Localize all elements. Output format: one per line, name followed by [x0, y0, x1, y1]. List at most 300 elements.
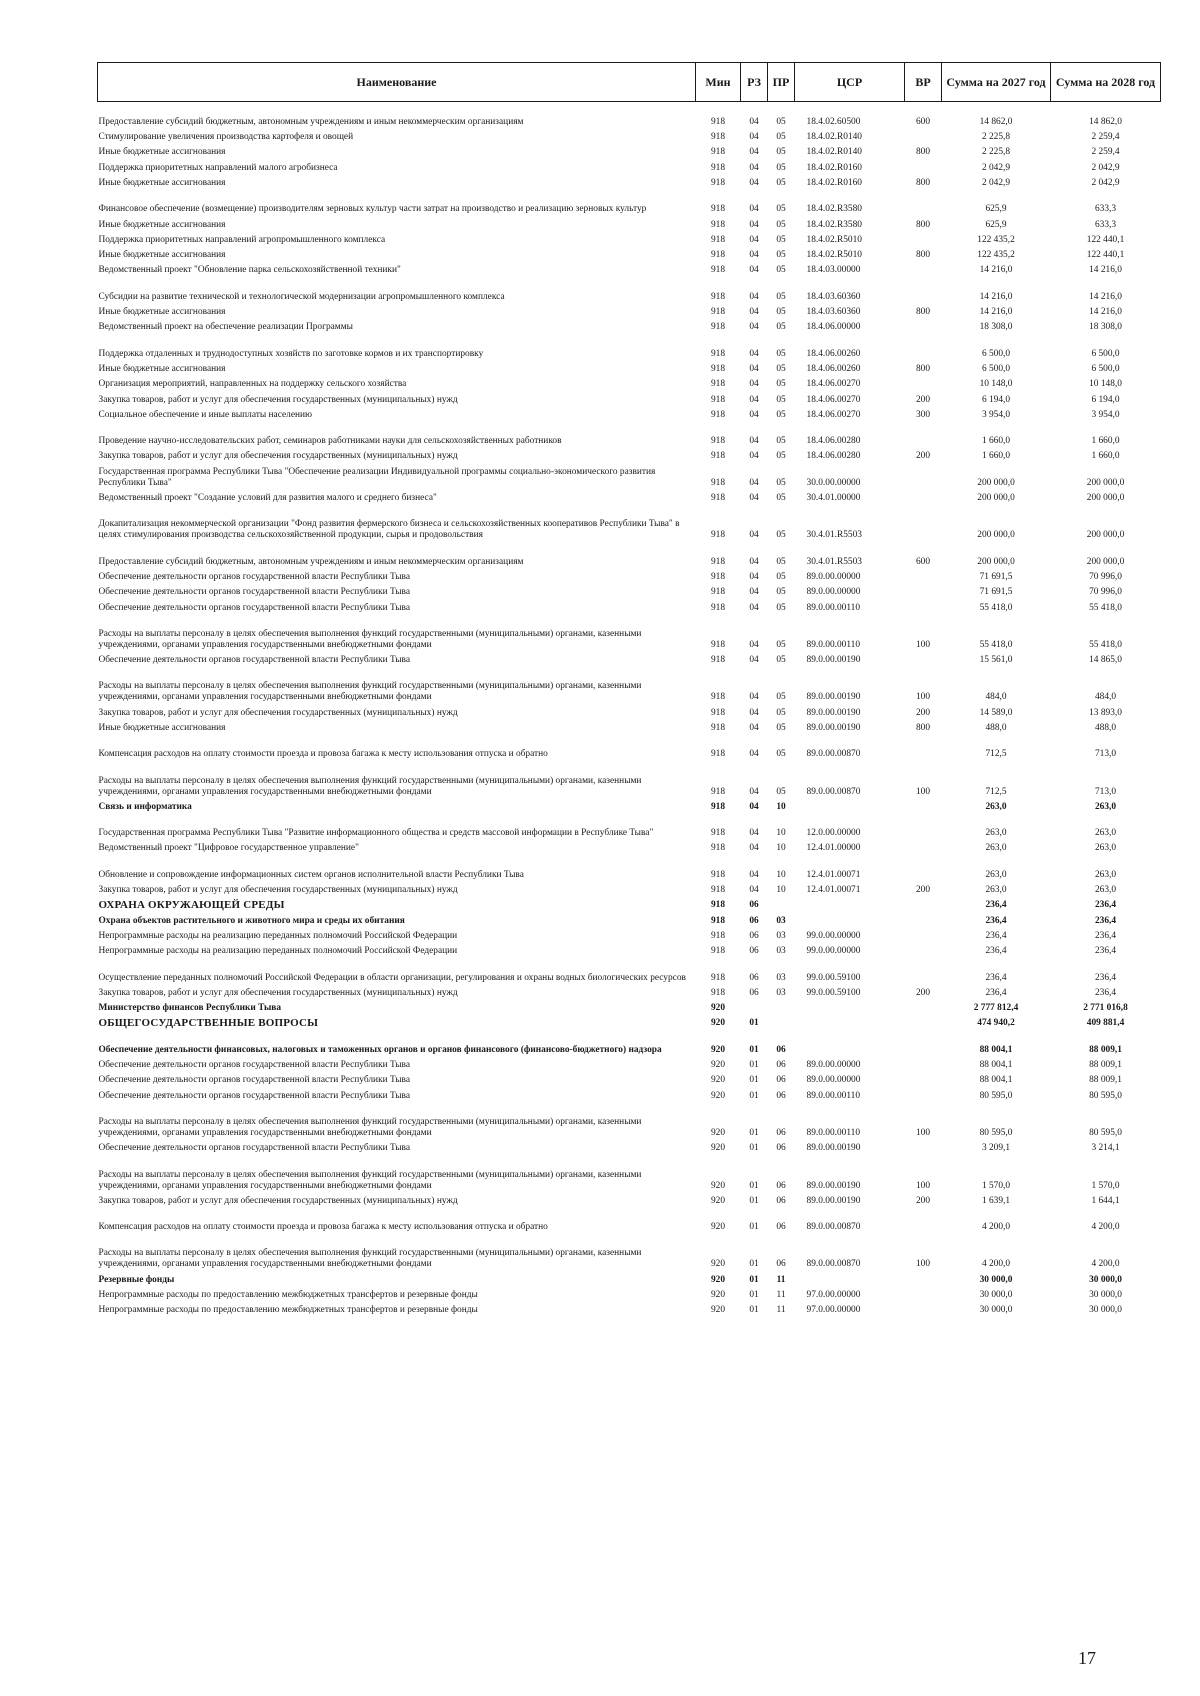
- row-csr: 30.4.01.R5503: [806, 556, 862, 567]
- row-vr: [905, 1071, 942, 1086]
- row-sum-2028: 18 308,0: [1089, 322, 1122, 333]
- row-min: 920: [710, 1044, 726, 1055]
- row-min: 918: [710, 571, 726, 582]
- row-sum-2028: 200 000,0: [1086, 556, 1125, 567]
- table-row: [98, 246, 1161, 261]
- row-sum-2028: 633,3: [1094, 219, 1117, 230]
- row-name: Предоставление субсидий бюджетным, автономным учреждениям и иным некоммерческим организациям: [98, 556, 524, 567]
- row-sum-2027: 1 570,0: [981, 1180, 1011, 1191]
- row-sum-2027: 30 000,0: [979, 1290, 1013, 1301]
- row-pr: 03: [776, 930, 786, 941]
- header-pr: ПР: [768, 63, 795, 102]
- row-name: Закупка товаров, работ и услуг для обеспечения государственных (муниципальных) нужд: [98, 451, 458, 462]
- row-vr: 200: [915, 394, 931, 405]
- row-rz: 06: [749, 900, 759, 911]
- row-sum-2028: 30 000,0: [1089, 1305, 1122, 1316]
- table-row: [98, 1056, 1161, 1071]
- row-vr: 100: [915, 1259, 931, 1270]
- row-name: Охрана объектов растительного и животного мира и среды их обитания: [98, 915, 405, 926]
- row-sum-2027: 3 954,0: [981, 409, 1011, 420]
- row-pr: 05: [776, 291, 786, 302]
- row-min: 920: [710, 1222, 726, 1233]
- table-row: [98, 1102, 1161, 1139]
- row-pr: 06: [776, 1259, 786, 1270]
- row-sum-2028: 236,4: [1094, 915, 1117, 926]
- row-vr: [905, 276, 942, 302]
- row-rz: 06: [749, 930, 759, 941]
- header-vr: ВР: [905, 63, 942, 102]
- row-name: Ведомственный проект на обеспечение реализации Программы: [98, 322, 353, 333]
- row-csr: 18.4.02.R0160: [806, 162, 862, 173]
- row-sum-2027: 122 435,2: [977, 234, 1015, 245]
- row-name: Ведомственный проект "Обновление парка сельскохозяйственной техники": [98, 265, 401, 276]
- row-csr: 89.0.00.00000: [806, 1075, 861, 1086]
- row-rz: 01: [749, 1090, 759, 1101]
- row-csr: 89.0.00.00190: [806, 692, 861, 703]
- row-vr: [905, 489, 942, 504]
- row-name: Обеспечение деятельности финансовых, налоговых и таможенных органов и органов финансового (финансово-бюджетного) надзора: [98, 1044, 662, 1055]
- row-min: 918: [710, 723, 726, 733]
- row-csr: 18.4.02.R3580: [806, 219, 862, 230]
- row-min: 920: [710, 1290, 726, 1301]
- table-row: [98, 489, 1161, 504]
- row-name: Иные бюджетные ассигнования: [98, 307, 226, 318]
- row-rz: 04: [749, 885, 759, 896]
- row-name: Обеспечение деятельности органов государственной власти Республики Тыва: [98, 1090, 411, 1101]
- row-min: 920: [710, 1180, 726, 1191]
- row-pr: 05: [776, 655, 786, 666]
- row-pr: 05: [776, 692, 786, 703]
- row-name: Закупка товаров, работ и услуг для обеспечения государственных (муниципальных) нужд: [98, 394, 458, 405]
- row-vr: 100: [915, 1180, 931, 1191]
- row-csr: 18.4.02.R0160: [806, 177, 862, 188]
- row-rz: 04: [749, 265, 759, 276]
- row-rz: 04: [749, 869, 759, 880]
- row-vr: [905, 231, 942, 246]
- row-sum-2027: 15 561,0: [979, 655, 1013, 666]
- row-csr: 18.4.02.R0140: [806, 132, 862, 143]
- row-vr: 300: [915, 409, 931, 420]
- row-rz: 04: [749, 477, 759, 488]
- row-csr: 18.4.02.R3580: [806, 204, 862, 215]
- table-row: [98, 1139, 1161, 1154]
- row-rz: 04: [749, 348, 759, 359]
- row-sum-2027: 200 000,0: [977, 530, 1015, 541]
- row-name: Поддержка приоритетных направлений агропромышленного комплекса: [98, 234, 386, 245]
- row-pr: 10: [776, 843, 786, 854]
- table-row: [98, 174, 1161, 189]
- row-sum-2028: 122 440,1: [1086, 250, 1125, 261]
- row-pr: 05: [776, 307, 786, 318]
- row-csr: 18.4.06.00280: [806, 451, 861, 462]
- row-vr: 600: [915, 556, 931, 567]
- row-pr: 11: [776, 1290, 786, 1301]
- table-row: [98, 734, 1161, 760]
- header-csr: ЦСР: [795, 63, 905, 102]
- row-sum-2027: 236,4: [985, 900, 1007, 911]
- row-sum-2027: 122 435,2: [977, 250, 1015, 261]
- table-row: [98, 1014, 1161, 1029]
- row-rz: 01: [749, 1274, 759, 1285]
- row-name: Иные бюджетные ассигнования: [98, 723, 226, 733]
- row-csr: 99.0.00.00000: [806, 946, 861, 957]
- row-min: 920: [710, 1090, 726, 1101]
- row-csr: 89.0.00.00190: [806, 707, 861, 718]
- row-pr: 03: [776, 987, 786, 998]
- row-vr: [905, 651, 942, 666]
- row-csr: 89.0.00.00190: [806, 1180, 861, 1191]
- row-pr: 05: [776, 322, 786, 333]
- row-min: 918: [710, 177, 726, 188]
- row-name: Обеспечение деятельности органов государственной власти Республики Тыва: [98, 1143, 411, 1154]
- row-rz: 04: [749, 116, 759, 127]
- row-rz: 04: [749, 571, 759, 582]
- row-pr: 03: [776, 946, 786, 957]
- table-row: [98, 1029, 1161, 1055]
- row-sum-2028: 3 214,1: [1091, 1143, 1120, 1154]
- row-vr: [905, 1056, 942, 1071]
- row-sum-2028: 2 042,9: [1091, 177, 1120, 188]
- row-sum-2027: 10 148,0: [979, 379, 1013, 390]
- row-rz: 04: [749, 655, 759, 666]
- row-min: 920: [710, 1003, 726, 1014]
- row-rz: [741, 999, 768, 1014]
- row-vr: [905, 1139, 942, 1154]
- row-min: 918: [710, 655, 726, 666]
- row-sum-2028: 3 954,0: [1091, 409, 1120, 420]
- row-csr: 89.0.00.00870: [806, 1222, 861, 1233]
- row-vr: 800: [915, 723, 931, 733]
- row-csr: 18.4.06.00280: [806, 436, 861, 447]
- row-pr: 11: [776, 1305, 786, 1316]
- row-pr: 05: [776, 707, 786, 718]
- table-row: [98, 999, 1161, 1014]
- row-sum-2028: 263,0: [1094, 885, 1117, 896]
- row-min: 918: [710, 692, 726, 703]
- row-sum-2028: 30 000,0: [1089, 1290, 1122, 1301]
- row-pr: 05: [776, 116, 786, 127]
- row-pr: 06: [776, 1075, 786, 1086]
- row-rz: 04: [749, 162, 759, 173]
- table-row: [98, 598, 1161, 613]
- row-pr: 05: [776, 602, 786, 613]
- header-sum-2027: Сумма на 2027 год: [942, 63, 1051, 102]
- table-row: [98, 318, 1161, 333]
- row-csr: [795, 1014, 905, 1029]
- row-name: Резервные фонды: [98, 1274, 175, 1285]
- row-vr: [905, 1029, 942, 1055]
- row-name: Докапитализация некоммерческой организации "Фонд развития фермерского бизнеса и сельскохозяйственных кооперативов Республики Тыва" в целях стимулирования производства сельскохозяйственной продукции, сырья и продовольствия: [98, 519, 680, 541]
- row-sum-2027: 1 660,0: [981, 436, 1011, 447]
- row-csr: [795, 1029, 905, 1055]
- row-rz: 04: [749, 307, 759, 318]
- row-rz: 01: [749, 1044, 759, 1055]
- row-sum-2027: 625,9: [985, 219, 1007, 230]
- row-rz: 04: [749, 493, 759, 504]
- row-min: 918: [710, 147, 726, 158]
- row-pr: 10: [776, 801, 786, 812]
- row-pr: 06: [776, 1090, 786, 1101]
- row-name: Обеспечение деятельности органов государственной власти Республики Тыва: [98, 1060, 411, 1071]
- row-sum-2028: 263,0: [1094, 869, 1117, 880]
- row-min: 918: [710, 436, 726, 447]
- row-rz: 01: [749, 1195, 759, 1206]
- row-sum-2027: 236,4: [985, 915, 1007, 926]
- row-pr: 05: [776, 530, 786, 541]
- row-sum-2028: 10 148,0: [1089, 379, 1122, 390]
- row-min: 918: [710, 322, 726, 333]
- row-rz: 04: [749, 639, 759, 650]
- row-sum-2028: 6 194,0: [1091, 394, 1120, 405]
- row-rz: 04: [749, 723, 759, 733]
- row-sum-2028: 88 009,1: [1089, 1044, 1122, 1055]
- row-min: 918: [710, 930, 726, 941]
- row-rz: 04: [749, 556, 759, 567]
- table-row: [98, 1154, 1161, 1191]
- row-min: 918: [710, 915, 726, 926]
- row-csr: 18.4.03.60360: [806, 307, 861, 318]
- row-vr: [905, 896, 942, 911]
- row-name: Обновление и сопровождение информационных систем органов исполнительной власти Республики Тыва: [98, 869, 524, 880]
- row-csr: 12.0.00.00000: [806, 828, 861, 839]
- row-sum-2027: 236,4: [985, 946, 1007, 957]
- row-sum-2027: 6 194,0: [981, 394, 1011, 405]
- row-min: 918: [710, 749, 726, 760]
- row-pr: 05: [776, 493, 786, 504]
- table-row: [98, 719, 1161, 734]
- row-sum-2027: 263,0: [985, 801, 1007, 812]
- row-min: 920: [710, 1075, 726, 1086]
- row-sum-2028: 263,0: [1094, 828, 1117, 839]
- row-sum-2027: 484,0: [985, 692, 1007, 703]
- row-vr: 100: [915, 692, 931, 703]
- table-row: [98, 568, 1161, 583]
- row-sum-2027: 625,9: [985, 204, 1007, 215]
- table-row: [98, 614, 1161, 651]
- row-rz: 01: [749, 1305, 759, 1316]
- row-vr: 100: [915, 786, 931, 797]
- row-sum-2028: 713,0: [1094, 749, 1117, 760]
- row-min: 920: [710, 1143, 726, 1154]
- row-pr: 06: [776, 1127, 786, 1138]
- header-name: Наименование: [98, 63, 696, 102]
- row-sum-2027: 200 000,0: [977, 556, 1015, 567]
- row-sum-2028: 2 042,9: [1091, 162, 1120, 173]
- row-min: 918: [710, 828, 726, 839]
- row-vr: 200: [915, 1195, 931, 1206]
- table-row: [98, 984, 1161, 999]
- row-csr: 12.4.01.00000: [806, 843, 861, 854]
- row-vr: [905, 318, 942, 333]
- row-sum-2028: 70 996,0: [1089, 587, 1122, 598]
- table-row: [98, 583, 1161, 598]
- row-csr: 97.0.00.00000: [806, 1305, 861, 1316]
- row-min: 918: [710, 530, 726, 541]
- row-sum-2027: 88 004,1: [979, 1075, 1013, 1086]
- row-sum-2027: 236,4: [985, 930, 1007, 941]
- row-name: Финансовое обеспечение (возмещение) производителям зерновых культур части затрат на производство и реализацию зерновых культур: [98, 204, 647, 215]
- row-rz: 04: [749, 379, 759, 390]
- row-min: 918: [710, 307, 726, 318]
- row-min: 918: [710, 132, 726, 143]
- table-row: [98, 1286, 1161, 1301]
- row-rz: 04: [749, 801, 759, 812]
- row-pr: 05: [776, 379, 786, 390]
- row-sum-2027: 14 589,0: [979, 707, 1013, 718]
- table-row: [98, 760, 1161, 797]
- row-csr: 18.4.02.R0140: [806, 147, 862, 158]
- row-pr: 05: [776, 436, 786, 447]
- row-sum-2027: 14 216,0: [979, 307, 1013, 318]
- table-row: [98, 1086, 1161, 1101]
- row-min: 918: [710, 116, 726, 127]
- row-name: Расходы на выплаты персоналу в целях обеспечения выполнения функций государственными (муниципальными) органами, казенными учреждениями, органами управления государственными внебюджетными фондами: [98, 628, 642, 650]
- row-sum-2027: 2 225,8: [981, 132, 1011, 143]
- row-sum-2028: 14 216,0: [1089, 307, 1122, 318]
- row-sum-2027: 14 216,0: [979, 265, 1013, 276]
- row-sum-2028: 14 865,0: [1089, 655, 1122, 666]
- row-sum-2027: 71 691,5: [979, 571, 1013, 582]
- row-sum-2027: 200 000,0: [977, 493, 1015, 504]
- budget-document-page: [97, 62, 1160, 1316]
- row-csr: 89.0.00.00190: [806, 655, 861, 666]
- row-vr: [905, 1207, 942, 1233]
- row-min: 918: [710, 219, 726, 230]
- row-sum-2027: 4 200,0: [981, 1259, 1011, 1270]
- row-sum-2028: 409 881,4: [1086, 1018, 1125, 1029]
- row-sum-2027: 263,0: [985, 843, 1007, 854]
- row-pr: 06: [776, 1222, 786, 1233]
- row-sum-2028: 70 996,0: [1089, 571, 1122, 582]
- row-sum-2028: 6 500,0: [1091, 363, 1120, 374]
- row-vr: [905, 854, 942, 880]
- table-row: [98, 102, 1161, 128]
- row-name: Государственная программа Республики Тыва "Развитие информационного общества и средств массовой информации в Республике Тыва": [98, 828, 654, 839]
- row-min: 918: [710, 250, 726, 261]
- row-csr: 89.0.00.00870: [806, 1259, 861, 1270]
- row-sum-2027: 14 216,0: [979, 291, 1013, 302]
- row-name: Обеспечение деятельности органов государственной власти Республики Тыва: [98, 1075, 411, 1086]
- row-name: Министерство финансов Республики Тыва: [98, 1003, 282, 1014]
- row-rz: 04: [749, 147, 759, 158]
- row-sum-2027: 88 004,1: [979, 1044, 1013, 1055]
- row-vr: [905, 1286, 942, 1301]
- row-sum-2028: 488,0: [1094, 723, 1117, 733]
- row-name: ОХРАНА ОКРУЖАЮЩЕЙ СРЕДЫ: [98, 899, 285, 912]
- table-row: [98, 813, 1161, 839]
- row-name: Закупка товаров, работ и услуг для обеспечения государственных (муниципальных) нужд: [98, 1195, 458, 1206]
- table-row: [98, 798, 1161, 813]
- row-sum-2027: 2 042,9: [981, 162, 1011, 173]
- row-csr: 18.4.03.00000: [806, 265, 861, 276]
- row-name: Обеспечение деятельности органов государственной власти Республики Тыва: [98, 655, 411, 666]
- row-vr: 200: [915, 987, 931, 998]
- table-row: [98, 303, 1161, 318]
- row-rz: 04: [749, 363, 759, 374]
- row-name: Стимулирование увеличения производства картофеля и овощей: [98, 132, 354, 143]
- row-sum-2027: 14 862,0: [979, 116, 1013, 127]
- row-sum-2027: 80 595,0: [979, 1127, 1013, 1138]
- row-name: Обеспечение деятельности органов государственной власти Республики Тыва: [98, 587, 411, 598]
- row-name: Расходы на выплаты персоналу в целях обеспечения выполнения функций государственными (муниципальными) органами, казенными учреждениями, органами управления государственными внебюджетными фондами: [98, 1116, 642, 1138]
- row-sum-2028: 200 000,0: [1086, 530, 1125, 541]
- row-pr: 05: [776, 749, 786, 760]
- row-csr: 99.0.00.59100: [806, 987, 861, 998]
- row-rz: 04: [749, 707, 759, 718]
- row-csr: 89.0.00.00110: [806, 1090, 861, 1101]
- row-vr: 800: [915, 363, 931, 374]
- page-number: 17: [1078, 1648, 1096, 1668]
- table-row: [98, 421, 1161, 447]
- row-rz: 04: [749, 250, 759, 261]
- row-rz: 04: [749, 602, 759, 613]
- row-sum-2027: 3 209,1: [981, 1143, 1011, 1154]
- row-rz: 01: [749, 1259, 759, 1270]
- row-name: Закупка товаров, работ и услуг для обеспечения государственных (муниципальных) нужд: [98, 885, 458, 896]
- row-min: 918: [710, 707, 726, 718]
- row-pr: [768, 1014, 795, 1029]
- row-rz: 01: [749, 1075, 759, 1086]
- table-row: [98, 703, 1161, 718]
- row-rz: 04: [749, 409, 759, 420]
- row-sum-2027: 30 000,0: [979, 1274, 1013, 1285]
- row-name: Иные бюджетные ассигнования: [98, 177, 226, 188]
- row-vr: 800: [915, 307, 931, 318]
- row-rz: 04: [749, 530, 759, 541]
- table-row: [98, 447, 1161, 462]
- row-rz: 04: [749, 394, 759, 405]
- row-pr: 05: [776, 639, 786, 650]
- row-vr: [905, 375, 942, 390]
- header-min: Мин: [696, 63, 741, 102]
- row-sum-2028: 2 771 016,8: [1083, 1003, 1128, 1014]
- row-min: 918: [710, 394, 726, 405]
- row-csr: 89.0.00.00870: [806, 786, 861, 797]
- row-min: 918: [710, 204, 726, 215]
- row-pr: 05: [776, 409, 786, 420]
- row-csr: 12.4.01.00071: [806, 885, 861, 896]
- row-vr: [905, 1086, 942, 1101]
- row-min: 918: [710, 493, 726, 504]
- row-vr: 100: [915, 639, 931, 650]
- row-rz: 01: [749, 1127, 759, 1138]
- row-min: 918: [710, 885, 726, 896]
- row-pr: 05: [776, 162, 786, 173]
- row-name: Поддержка отдаленных и труднодоступных хозяйств по заготовке кормов и их транспортировку: [98, 348, 484, 359]
- row-sum-2028: 30 000,0: [1089, 1274, 1122, 1285]
- row-csr: 18.4.02.R5010: [806, 250, 862, 261]
- row-rz: 06: [749, 946, 759, 957]
- row-min: 920: [710, 1195, 726, 1206]
- row-csr: 89.0.00.00190: [806, 1195, 861, 1206]
- row-min: 918: [710, 987, 726, 998]
- row-min: 920: [710, 1127, 726, 1138]
- row-sum-2027: 263,0: [985, 828, 1007, 839]
- row-vr: [905, 158, 942, 173]
- row-sum-2027: 712,5: [985, 786, 1007, 797]
- row-sum-2027: 2 225,8: [981, 147, 1011, 158]
- row-pr: 05: [776, 265, 786, 276]
- table-row: [98, 1270, 1161, 1285]
- row-name: Расходы на выплаты персоналу в целях обеспечения выполнения функций государственными (муниципальными) органами, казенными учреждениями, органами управления государственными внебюджетными фондами: [98, 775, 642, 797]
- row-pr: 05: [776, 394, 786, 405]
- row-sum-2028: 13 893,0: [1089, 707, 1122, 718]
- row-name: Иные бюджетные ассигнования: [98, 363, 226, 374]
- row-rz: 06: [749, 987, 759, 998]
- row-name: Осуществление переданных полномочий Российской Федерации в области организации, регулирования и охраны водных биологических ресурсов: [98, 972, 686, 983]
- table-row: [98, 927, 1161, 942]
- row-name: Государственная программа Республики Тыва "Обеспечение реализации Индивидуальной программы социально-экономического развития Республики Тыва": [98, 466, 656, 488]
